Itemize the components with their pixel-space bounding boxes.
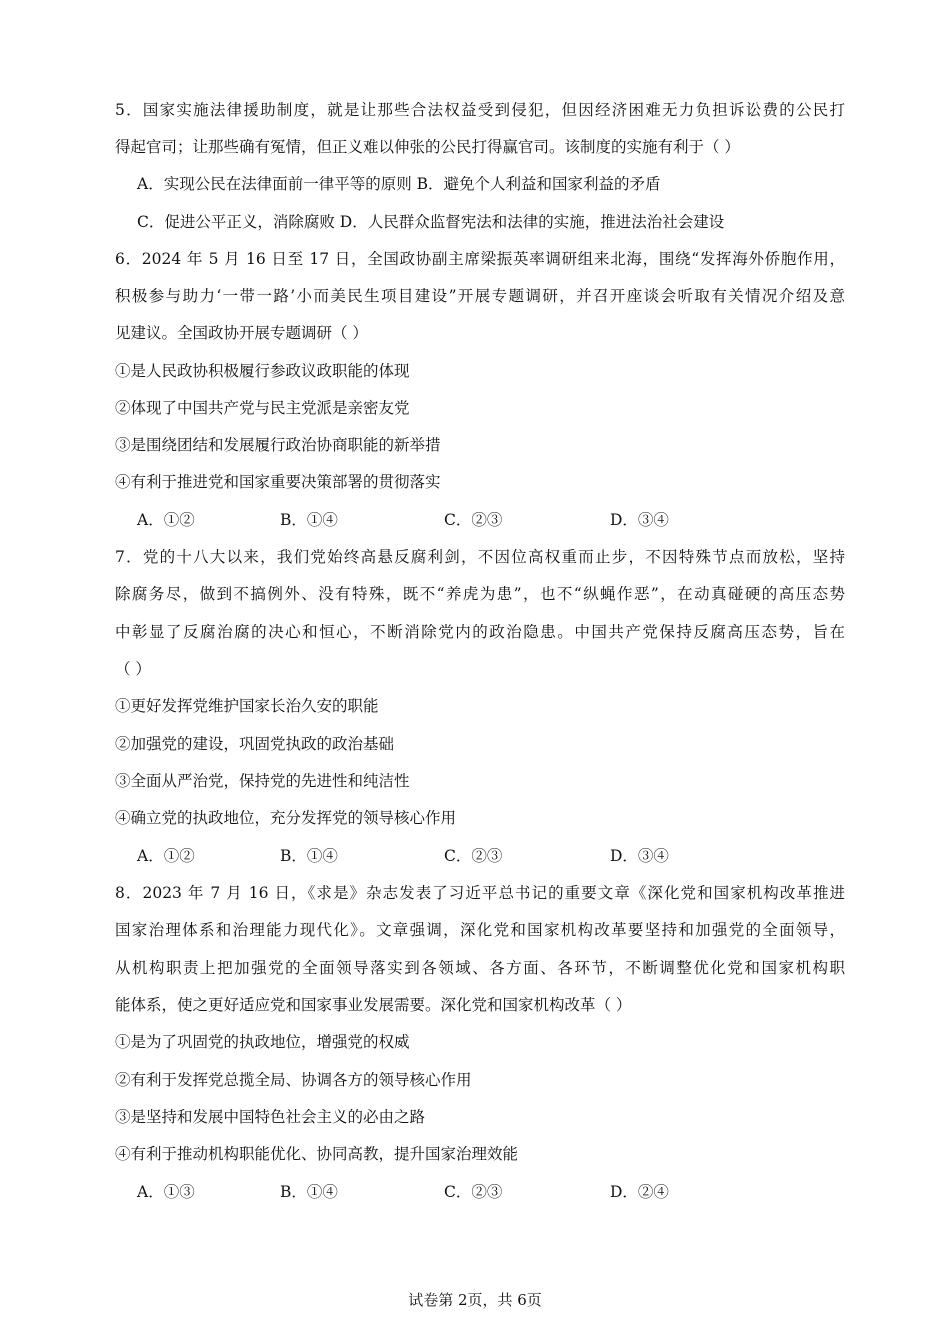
q6-statement-2: ②体现了中国共产党与民主党派是亲密友党 xyxy=(115,399,410,417)
q6-stem-line-3: 见建议。全国政协开展专题调研（ ） xyxy=(115,324,368,342)
q6-option-c: C．②③ xyxy=(444,511,503,529)
q8-statement-4: ④有利于推动机构职能优化、协同高教，提升国家治理效能 xyxy=(115,1145,519,1163)
q7-options xyxy=(137,844,737,868)
q8-statement-3: ③是坚持和发展中国特色社会主义的必由之路 xyxy=(115,1108,426,1126)
q7-stem-line-3: 中彰显了反腐治腐的决心和恒心，不断消除党内的政治隐患。中国共产党保持反腐高压态势，旨在 xyxy=(115,623,845,641)
q8-option-c: C．②③ xyxy=(444,1183,503,1201)
q8-stem-line-1: 8．2023 年 7 月 16 日，《求是》杂志发表了习近平总书记的重要文章《深化党和国家机构改革推进 xyxy=(115,884,845,902)
q6-statement-1: ①是人民政协积极履行参政议政职能的体现 xyxy=(115,362,410,380)
q5-options-line-1: A．实现公民在法律面前一律平等的原则 B．避免个人利益和国家利益的矛盾 xyxy=(137,175,661,193)
q7-statement-1: ①更好发挥党维护国家长治久安的职能 xyxy=(115,697,379,715)
q7-statement-3: ③全面从严治党，保持党的先进性和纯洁性 xyxy=(115,772,410,790)
q8-stem-line-3: 从机构职责上把加强党的全面领导落实到各领域、各方面、各环节，不断调整优化党和国家机构职 xyxy=(115,959,845,977)
q8-statement-1: ①是为了巩固党的执政地位，增强党的权威 xyxy=(115,1033,410,1051)
q6-stem-line-1: 6．2024 年 5 月 16 日至 17 日，全国政协副主席梁振英率调研组来北海，围绕“发挥海外侨胞作用， xyxy=(115,250,845,268)
q7-statement-4: ④确立党的执政地位，充分发挥党的领导核心作用 xyxy=(115,809,457,827)
q7-stem-line-1: 7．党的十八大以来，我们党始终高悬反腐利剑，不因位高权重而止步，不因特殊节点而放松，坚持 xyxy=(115,548,845,566)
q7-statement-2: ②加强党的建设，巩固党执政的政治基础 xyxy=(115,735,395,753)
q5-options-line-2: C．促进公平正义，消除腐败 D．人民群众监督宪法和法律的实施，推进法治社会建设 xyxy=(137,213,725,231)
q8-stem-line-4: 能体系，使之更好适应党和国家事业发展需要。深化党和国家机构改革（ ） xyxy=(115,996,632,1014)
q6-statement-4: ④有利于推进党和国家重要决策部署的贯彻落实 xyxy=(115,473,441,491)
q6-option-a: A．①② xyxy=(137,511,195,529)
q7-stem-line-2: 除腐务尽，做到不搞例外、没有特殊，既不“养虎为患”，也不“纵蝇作恶”，在动真碰硬的高压态势 xyxy=(115,585,845,603)
q5-stem-line-1: 5．国家实施法律援助制度，就是让那些合法权益受到侵犯，但因经济困难无力负担诉讼费的公民打 xyxy=(115,101,845,119)
q7-option-a: A．①② xyxy=(137,847,195,865)
q8-option-b: B．①④ xyxy=(280,1183,338,1201)
q6-option-b: B．①④ xyxy=(280,511,338,529)
q6-options xyxy=(137,508,737,532)
q7-option-d: D．③④ xyxy=(610,847,669,865)
q6-statement-3: ③是围绕团结和发展履行政治协商职能的新举措 xyxy=(115,436,441,454)
q6-stem-line-2: 积极参与助力‘一带一路’小而美民生项目建设”开展专题调研，并召开座谈会听取有关情况介绍及意 xyxy=(115,287,845,305)
q5-stem-line-2: 得起官司；让那些确有冤情，但正义难以伸张的公民打得赢官司。该制度的实施有利于（ ） xyxy=(115,138,740,156)
q7-stem-line-4: （ ） xyxy=(115,660,151,678)
q6-option-d: D．③④ xyxy=(610,511,669,529)
page-footer: 试卷第 2页，共 6页 xyxy=(408,1291,542,1309)
q7-option-b: B．①④ xyxy=(280,847,338,865)
q8-statement-2: ②有利于发挥党总揽全局、协调各方的领导核心作用 xyxy=(115,1071,472,1089)
q8-options xyxy=(137,1180,737,1204)
q7-option-c: C．②③ xyxy=(444,847,503,865)
q8-option-a: A．①③ xyxy=(137,1183,195,1201)
q8-stem-line-2: 国家治理体系和治理能力现代化》。文章强调，深化党和国家机构改革要坚持和加强党的全面领导， xyxy=(115,921,845,939)
q8-option-d: D．②④ xyxy=(610,1183,669,1201)
